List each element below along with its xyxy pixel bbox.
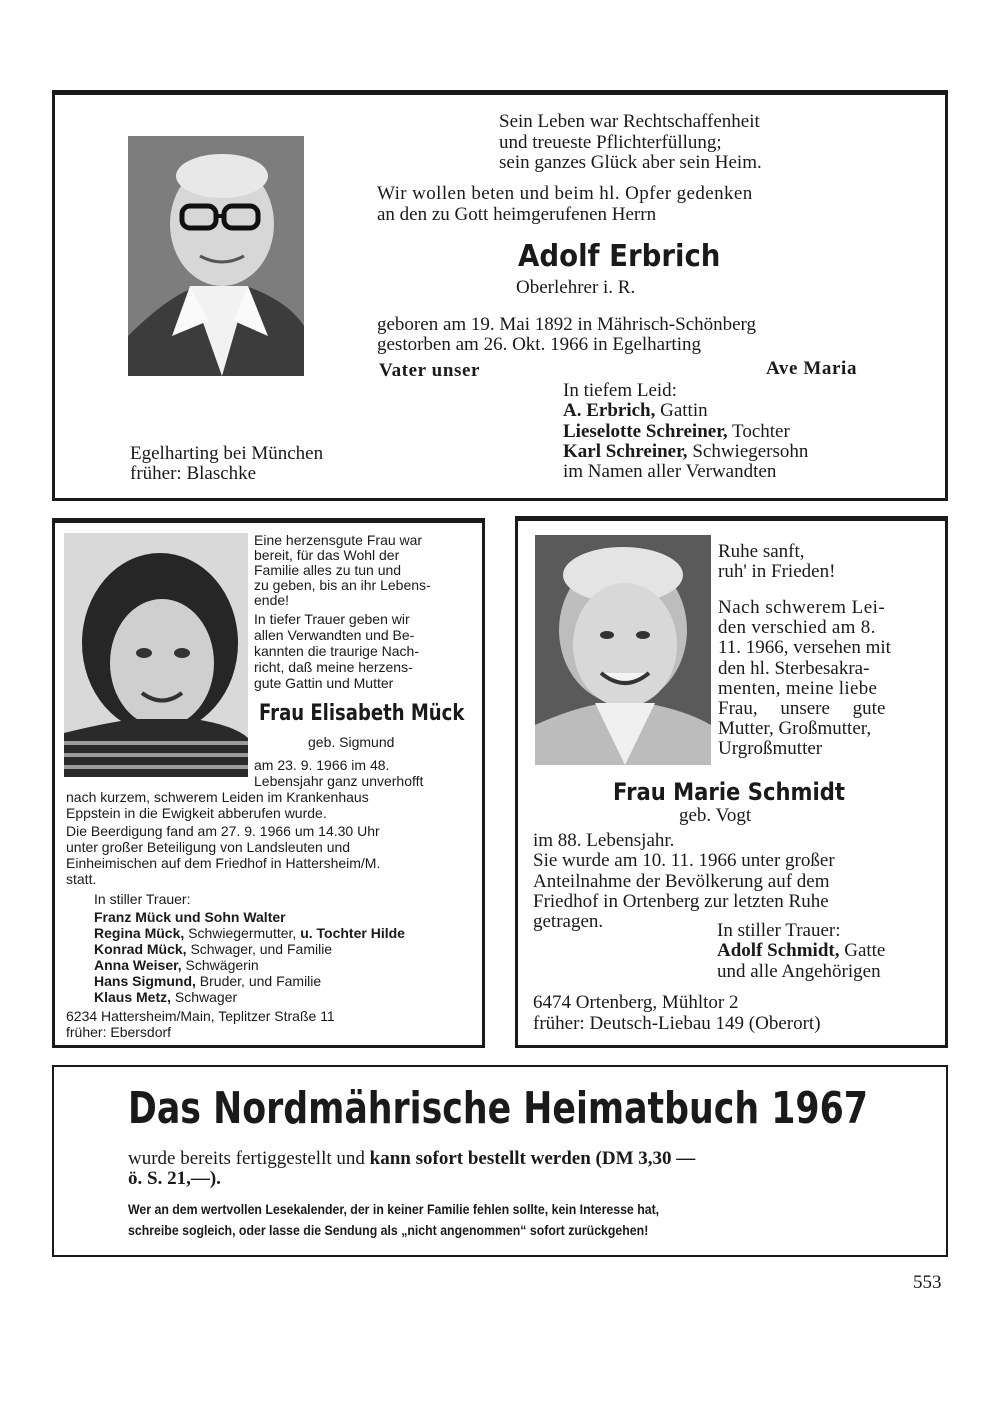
address-line: früher: Deutsch-Liebau 149 (Oberort): [533, 1013, 821, 1034]
portrait-photo-adolf-erbrich: [128, 136, 304, 376]
mourner-line: [94, 957, 259, 973]
mourner-line: [563, 441, 808, 463]
text-line: Mutter, Großmutter,: [718, 718, 872, 739]
mourner-line: [94, 941, 332, 957]
text-line: 11. 1966, versehen mit: [718, 637, 891, 658]
mourner-relation: Tochter: [727, 421, 790, 442]
page-number: 553: [913, 1272, 942, 1293]
birth-info: geboren am 19. Mai 1892 in Mährisch-Schönberg: [377, 314, 757, 335]
address-line: 6234 Hattersheim/Main, Teplitzer Straße 11: [66, 1008, 335, 1024]
verse-line-1: Sein Leben war Rechtschaffenheit: [499, 111, 760, 132]
text-line: kannten die traurige Nach-: [254, 643, 419, 659]
text-line: Eppstein in die Ewigkeit abberufen wurde.: [66, 805, 327, 821]
text-line: nach kurzem, schwerem Leiden im Krankenhaus: [66, 789, 369, 805]
mourner-line: und alle Angehörigen: [717, 961, 881, 982]
mourner-relation: Schwiegersohn: [687, 441, 809, 462]
text-line: Sie wurde am 10. 11. 1966 unter großer: [533, 850, 835, 871]
ad-text-line-1: [128, 1148, 695, 1170]
ad-text-line-4: schreibe sogleich, oder lasse die Sendung als „nicht angenommen“ sofort zurückgehen!: [128, 1222, 649, 1238]
mourner-line: [94, 989, 237, 1005]
text-line: Friedhof in Ortenberg zur letzten Ruhe: [533, 891, 829, 912]
prayer-line-2: an den zu Gott heimgerufenen Herrn: [377, 204, 657, 225]
mourner-relation: Schwiegermutter,: [184, 925, 301, 941]
text-line: getragen.: [533, 911, 604, 932]
death-info: gestorben am 26. Okt. 1966 in Egelharting: [377, 334, 701, 355]
text-line: Frau, unsere gute: [718, 698, 886, 719]
prayer-ave-maria: Ave Maria: [766, 358, 858, 379]
mourner-line: [94, 973, 321, 989]
verse-line-2: und treueste Pflichterfüllung;: [499, 132, 722, 153]
mourner-relation: Bruder, und Familie: [195, 973, 322, 989]
maiden-name: geb. Vogt: [679, 805, 752, 826]
mourner-relation: im Namen aller Verwandten: [563, 461, 777, 482]
maiden-name: geb. Sigmund: [308, 734, 395, 750]
text-line: ruh' in Frieden!: [718, 561, 836, 582]
prayer-vater-unser: Vater unser: [379, 360, 481, 381]
mourner-name: Adolf Schmidt,: [717, 940, 840, 961]
ad-headline: Das Nordmährische Heimatbuch 1967: [128, 1083, 868, 1134]
mourners-intro: In stiller Trauer:: [717, 920, 841, 941]
mourner-name: Karl Schreiner,: [563, 441, 688, 462]
mourner-name: Regina Mück,: [94, 925, 185, 941]
mourner-name: Konrad Mück,: [94, 941, 187, 957]
mourners-intro: In stiller Trauer:: [94, 891, 191, 907]
residence: Egelharting bei München: [130, 443, 324, 464]
text-line: Lebensjahr ganz unverhofft: [254, 773, 424, 789]
text-line: im 88. Lebensjahr.: [533, 830, 675, 851]
address-line: früher: Ebersdorf: [66, 1024, 172, 1040]
text-line: richt, daß meine herzens-: [254, 659, 413, 675]
text-line: Die Beerdigung fand am 27. 9. 1966 um 14.30 Uhr: [66, 823, 380, 839]
mourner-line: [563, 461, 776, 483]
deceased-name: Frau Elisabeth Mück: [259, 701, 465, 726]
mourner-relation: Schwager: [171, 989, 238, 1005]
mourner-relation: Gattin: [655, 400, 708, 421]
text-line: Urgroßmutter: [718, 738, 823, 759]
text-line: In tiefer Trauer geben wir: [254, 611, 410, 627]
ad-text: wurde bereits fertiggestellt und: [128, 1148, 370, 1169]
text-line: Ruhe sanft,: [718, 541, 805, 562]
portrait-photo-elisabeth-mueck: [64, 533, 248, 777]
mourner-line: [717, 940, 885, 962]
deceased-name: Frau Marie Schmidt: [613, 778, 845, 806]
text-line: am 23. 9. 1966 im 48.: [254, 757, 390, 773]
mourner-line: [563, 421, 790, 443]
mourner-name: Lieselotte Schreiner,: [563, 421, 728, 442]
text-line: zu geben, bis an ihr Lebens-: [254, 577, 431, 593]
text-line: unter großer Beteiligung von Landsleuten und: [66, 839, 351, 855]
deceased-title: Oberlehrer i. R.: [516, 277, 636, 298]
text-line: gute Gattin und Mutter: [254, 675, 394, 691]
ad-text-line-2: [128, 1168, 221, 1190]
mourner-relation: Schwägerin: [181, 957, 259, 973]
verse-line-3: sein ganzes Glück aber sein Heim.: [499, 152, 762, 173]
text-line: Eine herzensgute Frau war: [254, 532, 423, 548]
mourner-name: Franz Mück und Sohn Walter: [94, 909, 286, 925]
text-line: Familie alles zu tun und: [254, 562, 402, 578]
mourners-intro: In tiefem Leid:: [563, 380, 677, 401]
text-line: ende!: [254, 592, 290, 608]
mourner-line: [94, 909, 286, 925]
portrait-photo-marie-schmidt: [535, 535, 711, 765]
mourner-name: Klaus Metz,: [94, 989, 172, 1005]
text-line: den hl. Sterbesakra-: [718, 658, 870, 679]
address-line: 6474 Ortenberg, Mühltor 2: [533, 992, 739, 1013]
mourner-line: [94, 925, 405, 941]
ad-text-bold: kann sofort bestellt werden (DM 3,30 —: [369, 1148, 696, 1169]
text-line: Nach schwerem Lei-: [718, 597, 886, 618]
mourner-name: A. Erbrich,: [563, 400, 656, 421]
text-line: Einheimischen auf dem Friedhof in Hattersheim/M.: [66, 855, 381, 871]
prayer-line-1: Wir wollen beten und beim hl. Opfer gedenken: [377, 183, 753, 204]
mourner-relation: Gatte: [839, 940, 886, 961]
former-residence: früher: Blaschke: [130, 463, 257, 484]
deceased-name: Adolf Erbrich: [518, 239, 721, 274]
mourner-relation: Schwager, und Familie: [186, 941, 333, 957]
text-line: statt.: [66, 871, 97, 887]
mourner-name: u. Tochter Hilde: [300, 925, 405, 941]
text-line: menten, meine liebe: [718, 678, 878, 699]
ad-text-line-3: Wer an dem wertvollen Lesekalender, der in keiner Familie fehlen sollte, kein Interesse hat,: [128, 1201, 660, 1217]
ad-text-bold: ö. S. 21,—).: [128, 1168, 221, 1189]
mourner-line: [563, 400, 708, 422]
mourner-name: Hans Sigmund,: [94, 973, 196, 989]
mourner-name: Anna Weiser,: [94, 957, 182, 973]
text-line: allen Verwandten und Be-: [254, 627, 415, 643]
text-line: den verschied am 8.: [718, 617, 876, 638]
text-line: bereit, für das Wohl der: [254, 547, 400, 563]
text-line: Anteilnahme der Bevölkerung auf dem: [533, 871, 830, 892]
